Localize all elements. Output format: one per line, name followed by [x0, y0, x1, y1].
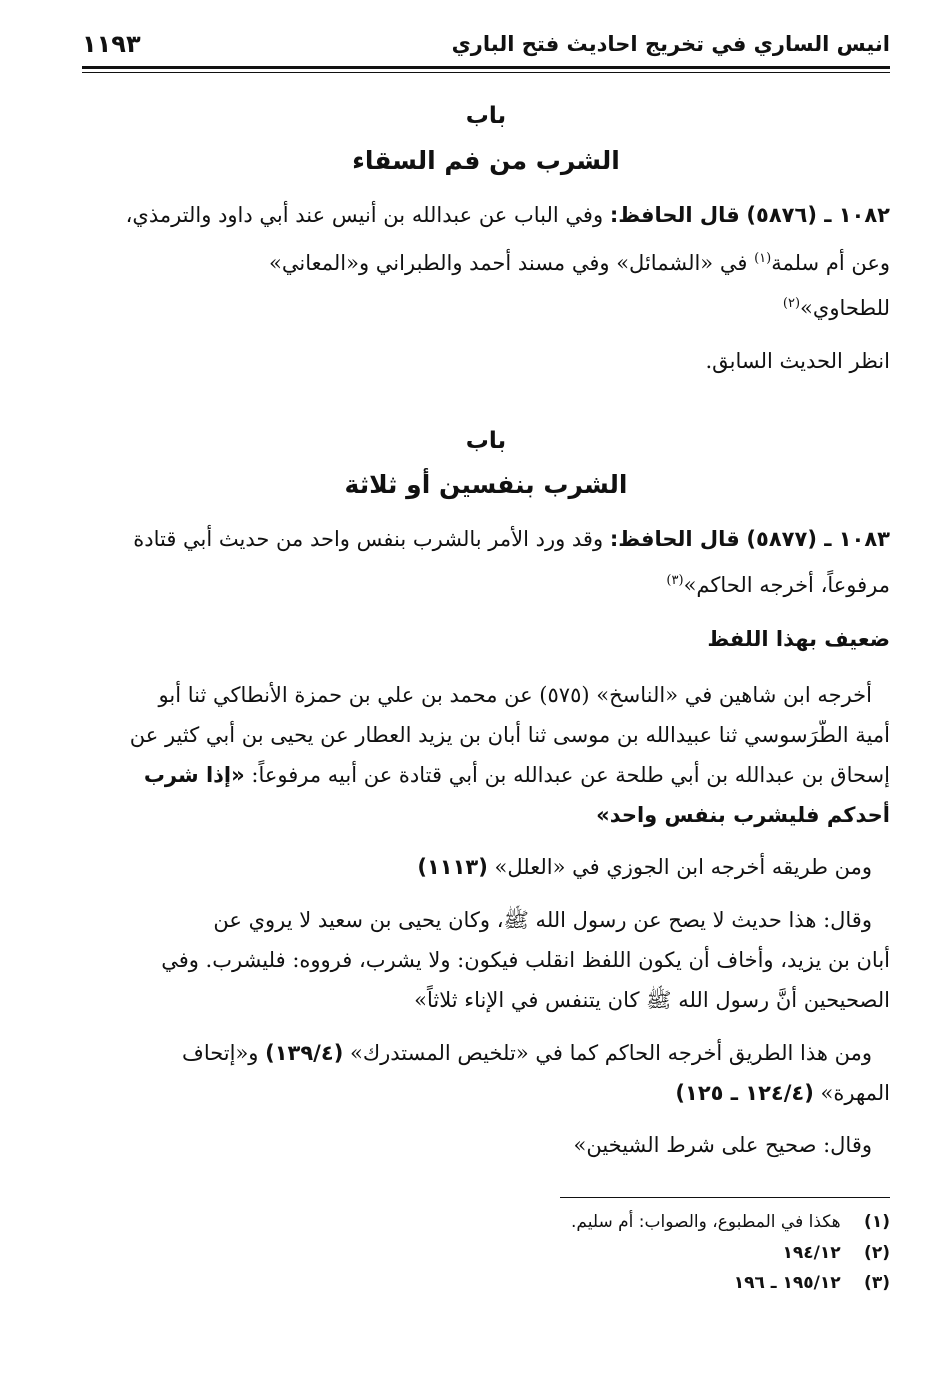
hadith-1083-line-1 — [82, 524, 890, 554]
see-previous-note — [82, 346, 890, 376]
reference-number: (١٢٤/٤ ـ ١٢٥) — [675, 1081, 814, 1105]
paragraph-3-line-3: الصحيحين أنَّ رسول الله ﷺ كان يتنفس في الإناء ثلاثاً» — [414, 988, 890, 1012]
footnote-ref-1[interactable]: (١) — [754, 251, 772, 266]
running-header — [82, 30, 890, 66]
footnote-3 — [380, 1271, 890, 1295]
text: إسحاق بن عبدالله بن أبي طلحة عن عبدالله بن أبي قتادة عن أبيه مرفوعاً: — [244, 763, 890, 787]
hadith-1083-line-2 — [82, 570, 890, 600]
section-2-bab: باب — [465, 428, 507, 454]
reference-number: (١١١٣) — [417, 855, 488, 879]
paragraph-3-line-2: أبان بن يزيد، وأخاف أن يكون اللفظ انقلب فيكون: ولا يشرب، فرووه: فليشرب. وفي — [161, 948, 890, 972]
reference-number: (١٣٩/٤) — [265, 1041, 344, 1065]
grade-heading: ضعيف بهذا اللفظ — [707, 627, 890, 651]
text: وقد ورد الأمر بالشرب بنفس واحد من حديث أبي قتادة — [133, 527, 604, 551]
paragraph-1-line-4: أحدكم فليشرب بنفس واحد» — [596, 803, 890, 827]
footnote-text: ١٩٥/١٢ ـ ١٩٦ — [733, 1273, 841, 1293]
text: في «الشمائل» وفي مسند أحمد والطبراني و«المعاني» — [269, 251, 755, 275]
hadith-1082-line-3 — [82, 293, 890, 323]
page-number: ١١٩٣ — [82, 30, 141, 58]
header-rule-thick — [82, 66, 890, 69]
paragraph-3-line-1: وقال: هذا حديث لا يصح عن رسول الله ﷺ، وكان يحيى بن سعيد لا يروي عن — [213, 908, 872, 932]
paragraph-1-line-1: أخرجه ابن شاهين في «الناسخ» (٥٧٥) عن محمد بن علي بن حمزة الأنطاكي ثنا أبو — [158, 683, 872, 707]
footnote-ref-3[interactable]: (٣) — [666, 573, 684, 588]
footnote-number: (٢) — [864, 1243, 890, 1263]
section-2-title: الشرب بنفسين أو ثلاثة — [344, 470, 628, 499]
speaker-label: قال الحافظ: — [609, 203, 740, 227]
footnote-separator — [560, 1197, 890, 1198]
text: انظر الحديث السابق. — [705, 349, 890, 373]
book-title: انيس الساري في تخريج احاديث فتح الباري — [451, 32, 890, 56]
paragraph-1-line-3 — [82, 760, 890, 790]
text: وفي الباب عن عبدالله بن أنيس عند أبي داود والترمذي، — [125, 203, 604, 227]
text: ومن هذا الطريق أخرجه الحاكم كما في «تلخيص المستدرك» — [343, 1041, 872, 1065]
speaker-label: قال الحافظ: — [609, 527, 740, 551]
section-1-title: الشرب من فم السقاء — [352, 146, 620, 175]
paragraph-4-line-2 — [82, 1078, 890, 1108]
header-rule-thin — [82, 72, 890, 73]
paragraph-5: وقال: صحيح على شرط الشيخين» — [573, 1133, 872, 1157]
footnote-text: هكذا في المطبوع، والصواب: أم سليم. — [571, 1212, 841, 1232]
hadith-number: ١٠٨٣ ـ (٥٨٧٧) — [746, 527, 890, 551]
paragraph-4-line-1 — [82, 1038, 872, 1068]
section-1-bab: باب — [465, 103, 507, 129]
hadith-text: «إذا شرب — [143, 763, 245, 787]
hadith-1082-line-2 — [82, 248, 890, 278]
footnote-2 — [380, 1241, 890, 1265]
paragraph-2 — [82, 852, 872, 882]
footnote-1 — [380, 1210, 890, 1234]
text: للطحاوي» — [800, 296, 890, 320]
hadith-number: ١٠٨٢ ـ (٥٨٧٦) — [746, 203, 890, 227]
footnote-text: ١٩٤/١٢ — [782, 1243, 841, 1263]
text: ومن طريقه أخرجه ابن الجوزي في «العلل» — [487, 855, 872, 879]
hadith-1082-line-1 — [82, 200, 890, 230]
paragraph-1-line-2: أمية الطَّرَسوسي ثنا عبيدالله بن موسى ثنا أبان بن يزيد العطار عن يحيى بن أبي كثير عن — [129, 723, 890, 747]
footnote-number: (٣) — [864, 1273, 890, 1293]
text: مرفوعاً، أخرجه الحاكم» — [683, 573, 890, 597]
text: وعن أم سلمة — [771, 251, 890, 275]
text: المهرة» — [813, 1081, 890, 1105]
footnote-ref-2[interactable]: (٢) — [782, 296, 801, 311]
text: و«إتحاف — [182, 1041, 266, 1065]
footnote-number: (١) — [864, 1212, 890, 1232]
